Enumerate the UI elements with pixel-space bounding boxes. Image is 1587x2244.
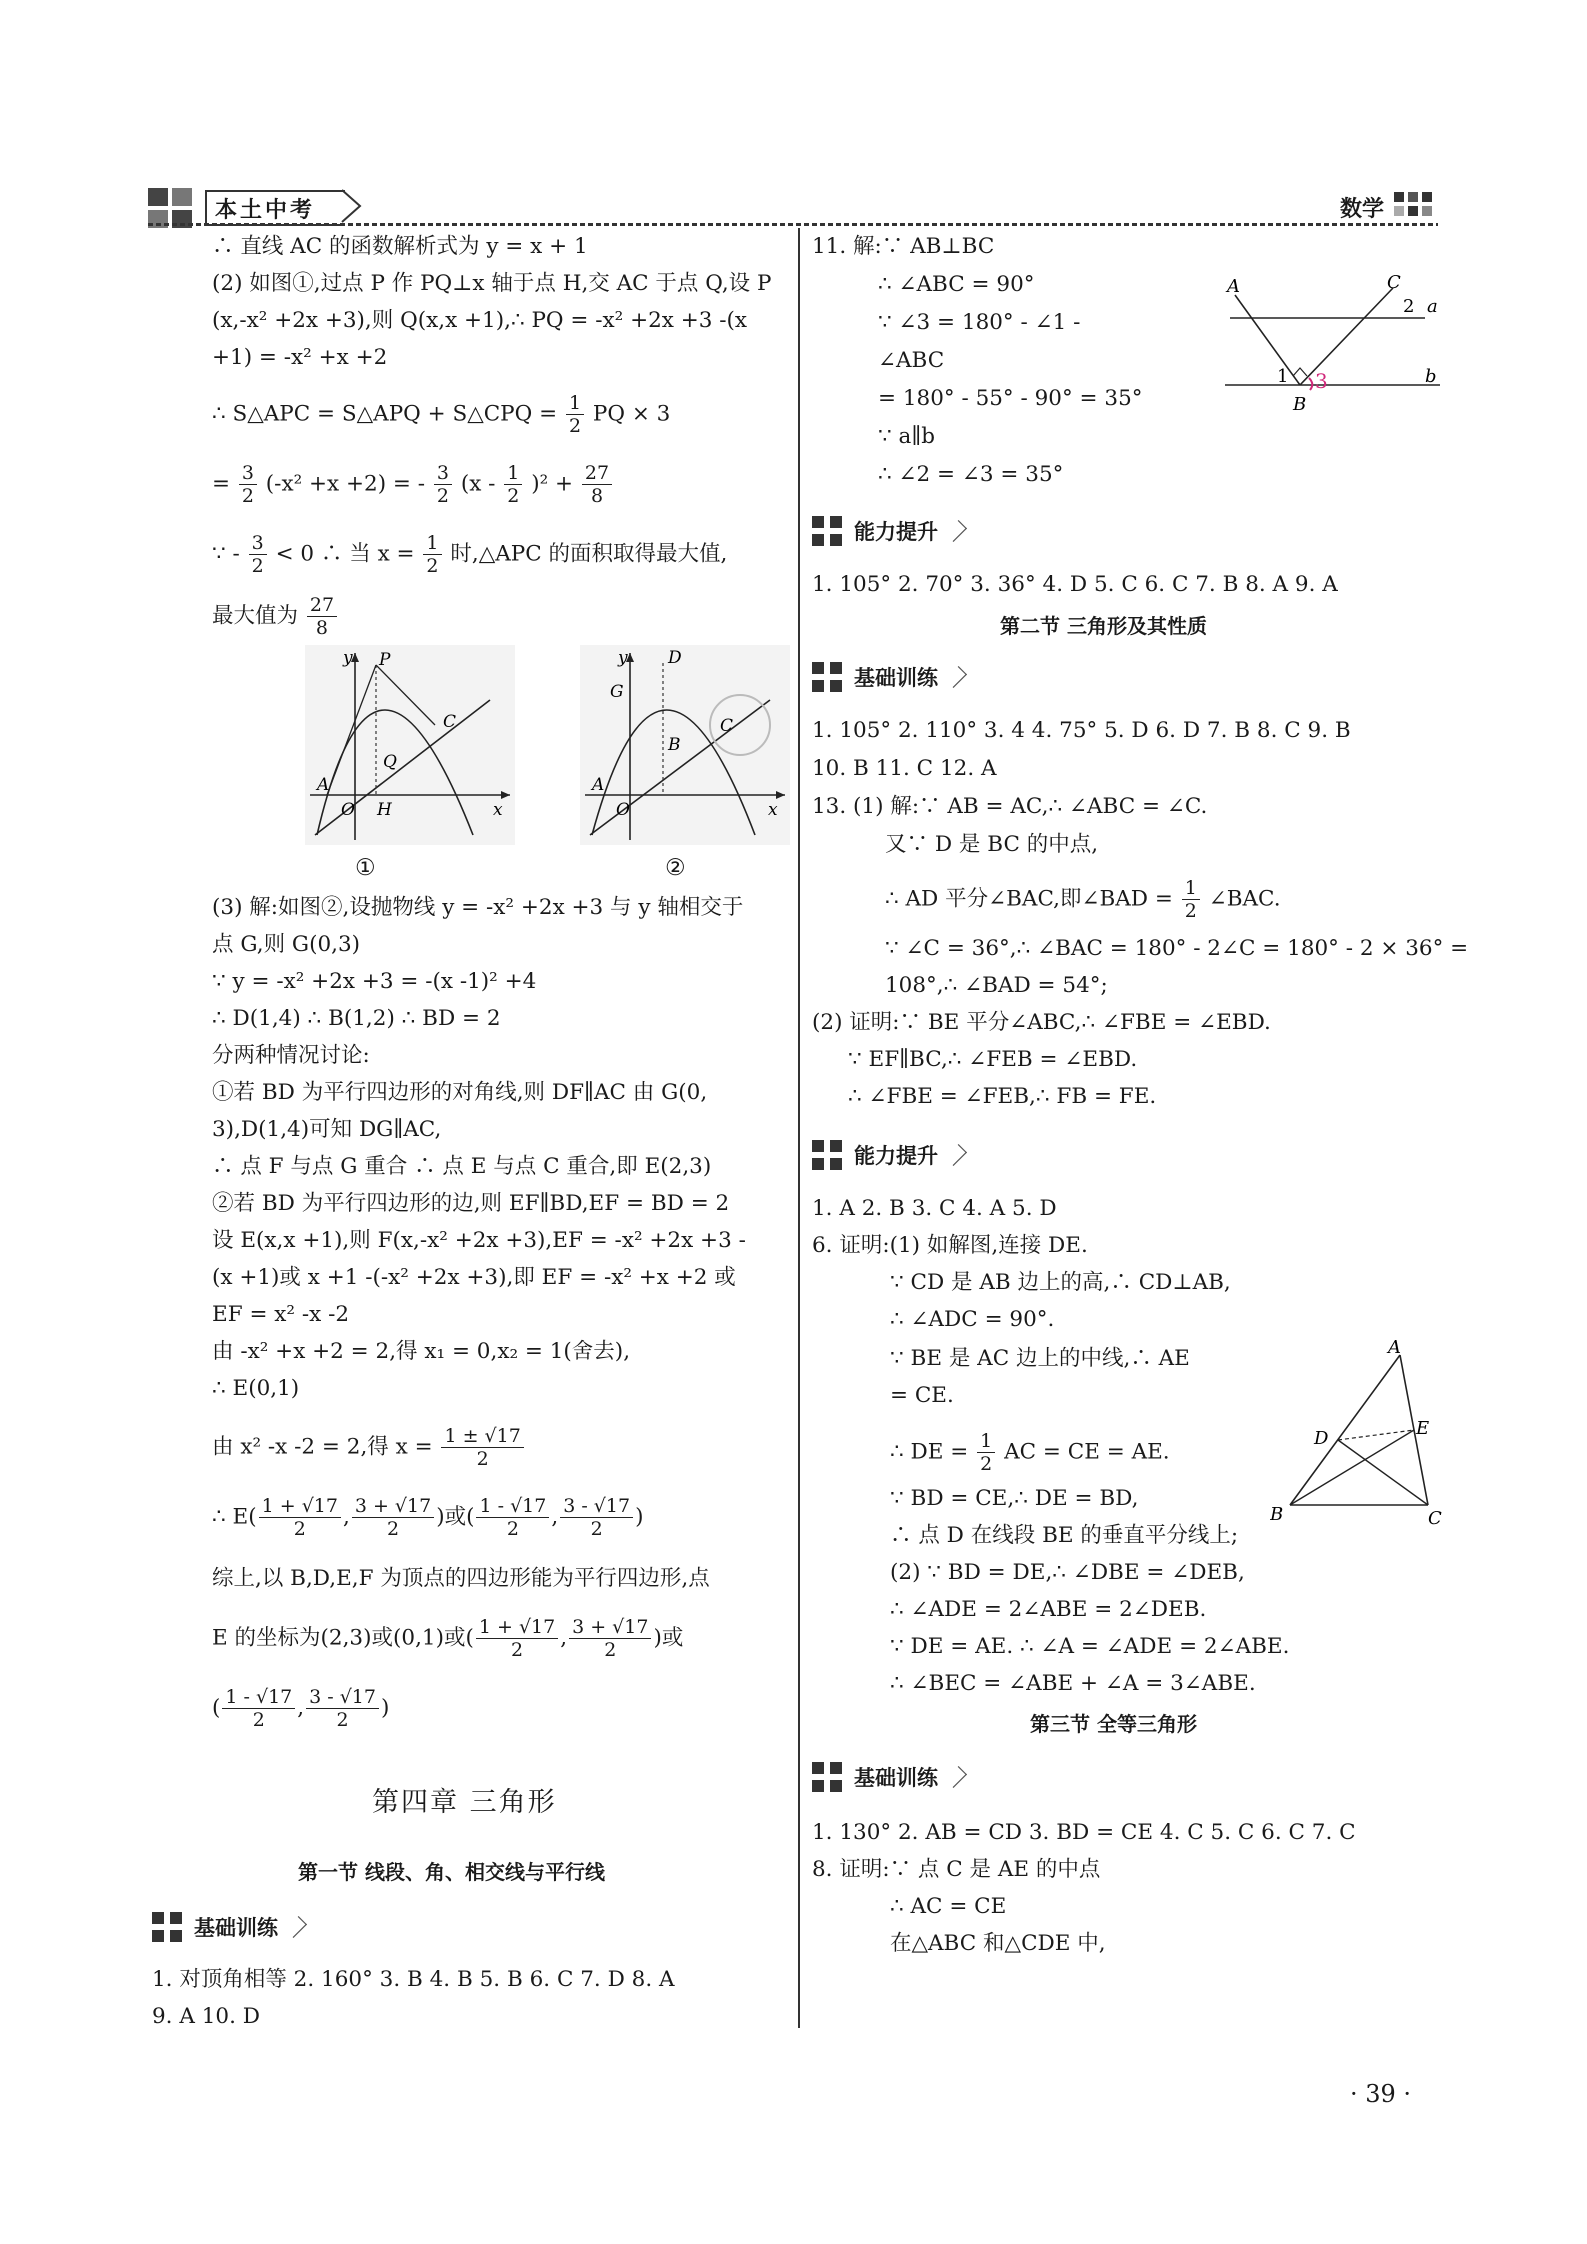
right-line-13-8: ∴ ∠FBE = ∠FEB,∴ FB = FE. — [848, 1084, 1157, 1109]
right-line-8-1: 8. 证明:∵ 点 C 是 AE 的中点 — [812, 1857, 1101, 1882]
svg-text:y: y — [618, 648, 628, 668]
header-right-blocks — [1394, 192, 1440, 226]
right-line-2: ∴ ∠ABC = 90° — [878, 272, 1035, 297]
left-line-maxval: 最大值为 $\frac{27}{8}$ — [212, 594, 339, 639]
fig4-label-e: E — [1416, 1418, 1430, 1439]
svg-text:x: x — [768, 800, 778, 820]
header-rule — [148, 223, 1438, 226]
figure-2-parabola — [580, 645, 790, 845]
left-line-area-eq: ∴ S△APC = S△APQ + S△CPQ = $\frac{1}{2}$ PQ × 3 — [212, 392, 671, 437]
badge-diamond-icon — [152, 1912, 182, 1942]
right-line-6-3: ∴ ∠ADC = 90°. — [890, 1307, 1055, 1332]
left-line-18: 设 E(x,x +1),则 F(x,-x² +2x +3),EF = -x² +2x +3 - — [212, 1228, 746, 1253]
right-line-6-10: ∴ ∠ADE = 2∠ABE = 2∠DEB. — [890, 1597, 1207, 1622]
right-line-6-7: ∵ BD = CE,∴ DE = BD, — [890, 1486, 1139, 1511]
right-line-6-4: ∵ BE 是 AC 边上的中线,∴ AE — [890, 1346, 1190, 1371]
left-line-13: 分两种情况讨论: — [212, 1043, 370, 1068]
fig1-label-c: C — [443, 712, 457, 732]
fig3-label-a-line: a — [1427, 296, 1438, 317]
right-line-5: = 180° - 55° - 90° = 35° — [878, 386, 1143, 411]
svg-text:O: O — [616, 800, 630, 820]
left-line-19: (x +1)或 x +1 -(-x² +2x +3),即 EF = -x² +x +2 或 — [212, 1265, 736, 1290]
fig4-label-c: C — [1428, 1508, 1442, 1529]
left-line-10: 点 G,则 G(0,3) — [212, 932, 361, 957]
left-line-1: ∴ 直线 AC 的函数解析式为 y = x + 1 — [212, 234, 588, 259]
right-line-6-11: ∵ DE = AE. ∴ ∠A = ∠ADE = 2∠ABE. — [890, 1634, 1290, 1659]
right-line-13-2: 又∵ D 是 BC 的中点, — [885, 832, 1099, 857]
fig1-label-a: A — [317, 775, 330, 795]
left-line-24: ∴ E( $\frac{1 + √17}{2}$ , $\frac{3 + √17}{2}$ )或( $\frac{1 - √17}{2}$ , $\frac{3 - √17}{2}$ ) — [212, 1495, 644, 1540]
left-line-9: (3) 解:如图②,设抛物线 y = -x² +2x +3 与 y 轴相交于 — [212, 895, 744, 920]
answers-basic-1: 1. 对顶角相等 2. 160° 3. B 4. B 5. B 6. C 7. D 8. A — [152, 1967, 675, 1992]
fig4-label-d: D — [1314, 1428, 1329, 1449]
right-line-13-5: 108°,∴ ∠BAD = 54°; — [885, 973, 1108, 998]
chevron-right-icon — [285, 1916, 307, 1938]
fig2-label-c: C — [720, 716, 734, 736]
fig3-label-1: 1 — [1277, 366, 1289, 387]
figure-2-caption: ② — [665, 855, 686, 881]
left-line-4: +1) = -x² +x +2 — [212, 345, 388, 370]
fig3-label-b-line: b — [1425, 366, 1437, 387]
answers-basic2-2: 10. B 11. C 12. A — [812, 756, 997, 781]
left-line-27: ( $\frac{1 - √17}{2}$ , $\frac{3 - √17}{2}$ ) — [212, 1686, 390, 1731]
right-line-6: ∵ a∥b — [878, 424, 936, 449]
right-line-6-6: ∴ DE = $\frac{1}{2}$ AC = CE = AE. — [890, 1430, 1170, 1475]
figure-triangle — [1270, 1340, 1445, 1530]
right-line-3: ∵ ∠3 = 180° - ∠1 - — [878, 310, 1081, 335]
header-logo-blocks — [148, 188, 198, 228]
right-line-6-9: (2) ∵ BD = DE,∴ ∠DBE = ∠DEB, — [890, 1560, 1245, 1585]
fig3-label-b: B — [1293, 394, 1307, 415]
answers-basic-2: 9. A 10. D — [152, 2004, 260, 2029]
right-line-8-3: 在△ABC 和△CDE 中, — [890, 1931, 1106, 1956]
right-line-13-4: ∵ ∠C = 36°,∴ ∠BAC = 180° - 2∠C = 180° - 2 × 36° = — [885, 936, 1469, 961]
fig3-label-c: C — [1387, 272, 1401, 293]
badge-ability-2: 能力提升 — [812, 1138, 966, 1172]
answers-basic3-1: 1. 130° 2. AB = CD 3. BD = CE 4. C 5. C 6. C 7. C — [812, 1820, 1356, 1845]
right-line-6-1: 6. 证明:(1) 如解图,连接 DE. — [812, 1233, 1088, 1258]
fig1-label-q: Q — [383, 752, 397, 772]
answers-basic2-1: 1. 105° 2. 110° 3. 4 4. 75° 5. D 6. D 7. B 8. C 9. B — [812, 718, 1351, 743]
left-line-12: ∴ D(1,4) ∴ B(1,2) ∴ BD = 2 — [212, 1006, 501, 1031]
left-line-14: ①若 BD 为平行四边形的对角线,则 DF∥AC 由 G(0, — [212, 1080, 708, 1105]
left-line-15: 3),D(1,4)可知 DG∥AC, — [212, 1117, 442, 1142]
left-line-2: (2) 如图①,过点 P 作 PQ⊥x 轴于点 H,交 AC 于点 Q,设 P — [212, 271, 772, 296]
left-line-vertex-form: = $\frac{3}{2}$ (-x² +x +2) = - $\frac{3}{2}$ (x - $\frac{1}{2}$ )² + $\frac{27}{8}$ — [212, 462, 614, 507]
fig4-label-a: A — [1388, 1340, 1401, 1358]
right-line-7: ∴ ∠2 = ∠3 = 35° — [878, 462, 1064, 487]
left-line-23: 由 x² -x -2 = 2,得 x = $\frac{1 \pm √17}{2}$ — [212, 1425, 526, 1470]
fig1-label-p: P — [379, 650, 391, 670]
right-line-13-7: ∵ EF∥BC,∴ ∠FEB = ∠EBD. — [848, 1047, 1138, 1072]
right-line-13-1: 13. (1) 解:∵ AB = AC,∴ ∠ABC = ∠C. — [812, 794, 1208, 819]
fraction-half: $\frac{1}{2}$ — [566, 392, 584, 437]
chapter-title: 第四章 三角形 — [372, 1787, 557, 1818]
page-number: · 39 · — [1350, 2080, 1412, 2108]
fig1-label-x: x — [493, 800, 503, 820]
figure-parallel-lines — [1215, 270, 1445, 420]
fig3-label-2: 2 — [1403, 296, 1415, 317]
right-line-6-2: ∵ CD 是 AB 边上的高,∴ CD⊥AB, — [890, 1270, 1231, 1295]
fig1-label-y: y — [343, 648, 353, 668]
answers-ability-2: 1. A 2. B 3. C 4. A 5. D — [812, 1196, 1057, 1221]
header-arrow-icon — [340, 188, 364, 224]
right-line-8-2: ∴ AC = CE — [890, 1894, 1007, 1919]
left-line-17: ②若 BD 为平行四边形的边,则 EF∥BD,EF = BD = 2 — [212, 1191, 730, 1216]
badge-basic-left: 基础训练 — [152, 1910, 306, 1944]
left-line-26: E 的坐标为(2,3)或(0,1)或( $\frac{1 + √17}{2}$ , $\frac{3 + √17}{2}$ )或 — [212, 1616, 684, 1661]
section-1-title: 第一节 线段、角、相交线与平行线 — [298, 1860, 605, 1884]
right-line-13-6: (2) 证明:∵ BE 平分∠ABC,∴ ∠FBE = ∠EBD. — [812, 1010, 1271, 1035]
fig1-label-h: H — [377, 800, 392, 820]
fig1-label-o: O — [341, 800, 355, 820]
left-line-20: EF = x² -x -2 — [212, 1302, 350, 1327]
badge-basic-3: 基础训练 — [812, 1760, 966, 1794]
fig2-label-d: D — [668, 648, 682, 668]
right-line-13-3: ∴ AD 平分∠BAC,即∠BAD = $\frac{1}{2}$ ∠BAC. — [885, 877, 1281, 922]
badge-basic-2: 基础训练 — [812, 660, 966, 694]
right-line-6-5: = CE. — [890, 1383, 954, 1408]
figure-1-parabola — [305, 645, 515, 845]
left-line-21: 由 -x² +x +2 = 2,得 x₁ = 0,x₂ = 1(舍去), — [212, 1339, 631, 1364]
left-line-3: (x,-x² +2x +3),则 Q(x,x +1),∴ PQ = -x² +2x +3 -(x — [212, 308, 748, 333]
column-divider — [798, 228, 800, 2028]
svg-text:A: A — [592, 775, 605, 795]
fig3-label-a-pt: A — [1227, 276, 1240, 297]
section-3-title: 第三节 全等三角形 — [1030, 1712, 1197, 1736]
right-line-1: 11. 解:∵ AB⊥BC — [812, 234, 995, 259]
header-subject: 数学 — [1340, 197, 1385, 222]
header-title-box — [205, 190, 345, 226]
fig2-label-g: G — [610, 682, 624, 702]
right-line-6-8: ∴ 点 D 在线段 BE 的垂直平分线上; — [890, 1523, 1239, 1548]
section-2-title: 第二节 三角形及其性质 — [1000, 614, 1207, 638]
figure-1-caption: ① — [355, 855, 376, 881]
fig4-label-b: B — [1270, 1504, 1284, 1525]
badge-ability-1: 能力提升 — [812, 514, 966, 548]
right-line-4: ∠ABC — [878, 348, 945, 373]
header-title: 本土中考 — [215, 197, 316, 223]
right-line-6-12: ∴ ∠BEC = ∠ABE + ∠A = 3∠ABE. — [890, 1671, 1256, 1696]
left-line-max: ∵ - $\frac{3}{2}$ < 0 ∴ 当 x = $\frac{1}{2}$ 时,△APC 的面积取得最大值, — [212, 532, 728, 577]
left-line-11: ∵ y = -x² +2x +3 = -(x -1)² +4 — [212, 969, 537, 994]
fig2-label-b: B — [668, 735, 681, 755]
left-line-16: ∴ 点 F 与点 G 重合 ∴ 点 E 与点 C 重合,即 E(2,3) — [212, 1154, 712, 1179]
answers-ability-1: 1. 105° 2. 70° 3. 36° 4. D 5. C 6. C 7. B 8. A 9. A — [812, 572, 1338, 597]
left-line-22: ∴ E(0,1) — [212, 1376, 300, 1401]
fig3-label-3: 3 — [1315, 369, 1328, 393]
left-line-25: 综上,以 B,D,E,F 为顶点的四边形能为平行四边形,点 — [212, 1566, 710, 1591]
